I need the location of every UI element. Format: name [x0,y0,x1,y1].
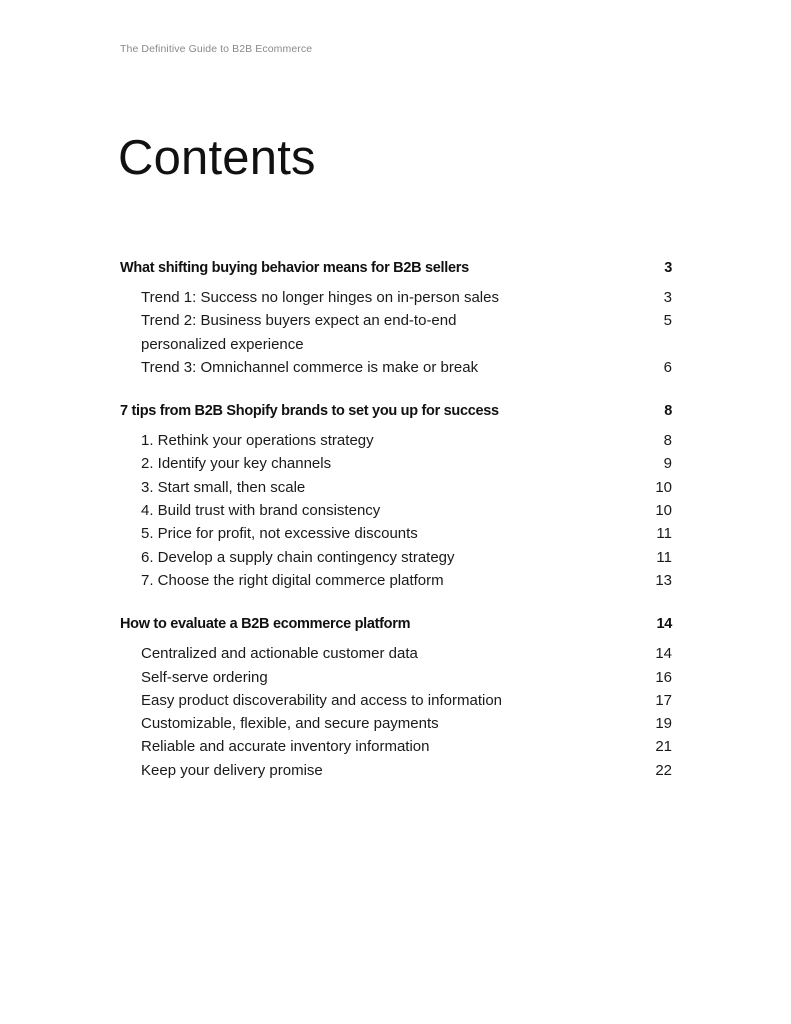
toc-entry-page: 11 [656,525,672,543]
toc-entry-page: 17 [655,691,672,709]
toc-section-heading-page: 14 [656,616,672,633]
toc-entry-label: 6. Develop a supply chain contingency strategy [141,548,455,566]
toc-entry[interactable] [120,666,672,689]
toc-section-heading-label: What shifting buying behavior means for B2B sellers [120,260,469,276]
toc-entry-page: 5 [663,312,672,330]
toc-entry-label: 2. Identify your key channels [141,455,332,473]
toc-entry-label: 3. Start small, then scale [141,478,306,496]
toc-entry-page: 3 [663,289,672,306]
toc-entry-page: 10 [655,478,672,496]
toc-entry[interactable] [120,642,672,665]
toc-section-2 [120,401,672,592]
toc-entry[interactable] [120,286,672,309]
toc-entry-page: 19 [655,715,672,733]
page-title: Contents [118,131,316,185]
toc-entry[interactable] [120,522,672,545]
toc-entry-page: 13 [655,571,672,589]
toc-entry-label: Reliable and accurate inventory information [141,738,430,756]
toc-entry[interactable] [120,712,672,735]
toc-entry[interactable] [120,735,672,758]
toc-section-1 [120,258,672,379]
toc-entry[interactable] [120,569,672,592]
toc-entry-page: 10 [655,502,672,520]
toc-entry-label: 7. Choose the right digital commerce platform [141,571,444,589]
toc-entry[interactable] [120,429,672,452]
toc-entry-page: 9 [663,455,672,473]
toc-entry[interactable] [120,356,672,379]
toc-entry-page: 21 [655,738,672,756]
toc-section-heading[interactable] [120,614,672,635]
running-header: The Definitive Guide to B2B Ecommerce [120,43,313,55]
toc-section-heading-label: 7 tips from B2B Shopify brands to set you up for success [120,403,499,420]
toc-entry-page: 16 [655,668,672,686]
toc-entry[interactable] [120,499,672,522]
toc-entry-page: 11 [656,548,672,566]
toc-entry-label: Trend 1: Success no longer hinges on in-person sales [141,289,499,306]
toc-section-heading-page: 3 [664,260,672,276]
toc-entry-label: Centralized and actionable customer data [141,645,418,663]
table-of-contents [120,258,672,804]
toc-entry[interactable] [120,476,672,499]
toc-entry[interactable] [120,759,672,782]
toc-section-heading-label: How to evaluate a B2B ecommerce platform [120,616,411,633]
toc-entry-page: 22 [655,761,672,779]
toc-entry[interactable] [120,309,672,356]
toc-section-heading-page: 8 [664,403,672,420]
toc-entry-page: 8 [663,432,672,450]
toc-entry-label: 1. Rethink your operations strategy [141,432,374,450]
toc-entry-label: Trend 3: Omnichannel commerce is make or break [141,358,479,376]
toc-entry-label: Customizable, flexible, and secure payments [141,715,439,733]
toc-entry-page: 14 [655,645,672,663]
toc-section-heading[interactable] [120,258,672,279]
toc-entry-label: Keep your delivery promise [141,761,323,779]
toc-entry[interactable] [120,546,672,569]
toc-entry-label: 4. Build trust with brand consistency [141,502,381,520]
toc-entry-label: Trend 2: Business buyers expect an end-to-end personalized experience [141,312,457,353]
toc-section-heading[interactable] [120,401,672,422]
toc-entry[interactable] [120,689,672,712]
toc-entry-label: Self-serve ordering [141,668,268,686]
toc-section-3 [120,614,672,782]
toc-entry-label: 5. Price for profit, not excessive discounts [141,525,418,543]
toc-entry[interactable] [120,452,672,475]
toc-entry-page: 6 [663,358,672,376]
toc-entry-label: Easy product discoverability and access to information [141,691,503,709]
